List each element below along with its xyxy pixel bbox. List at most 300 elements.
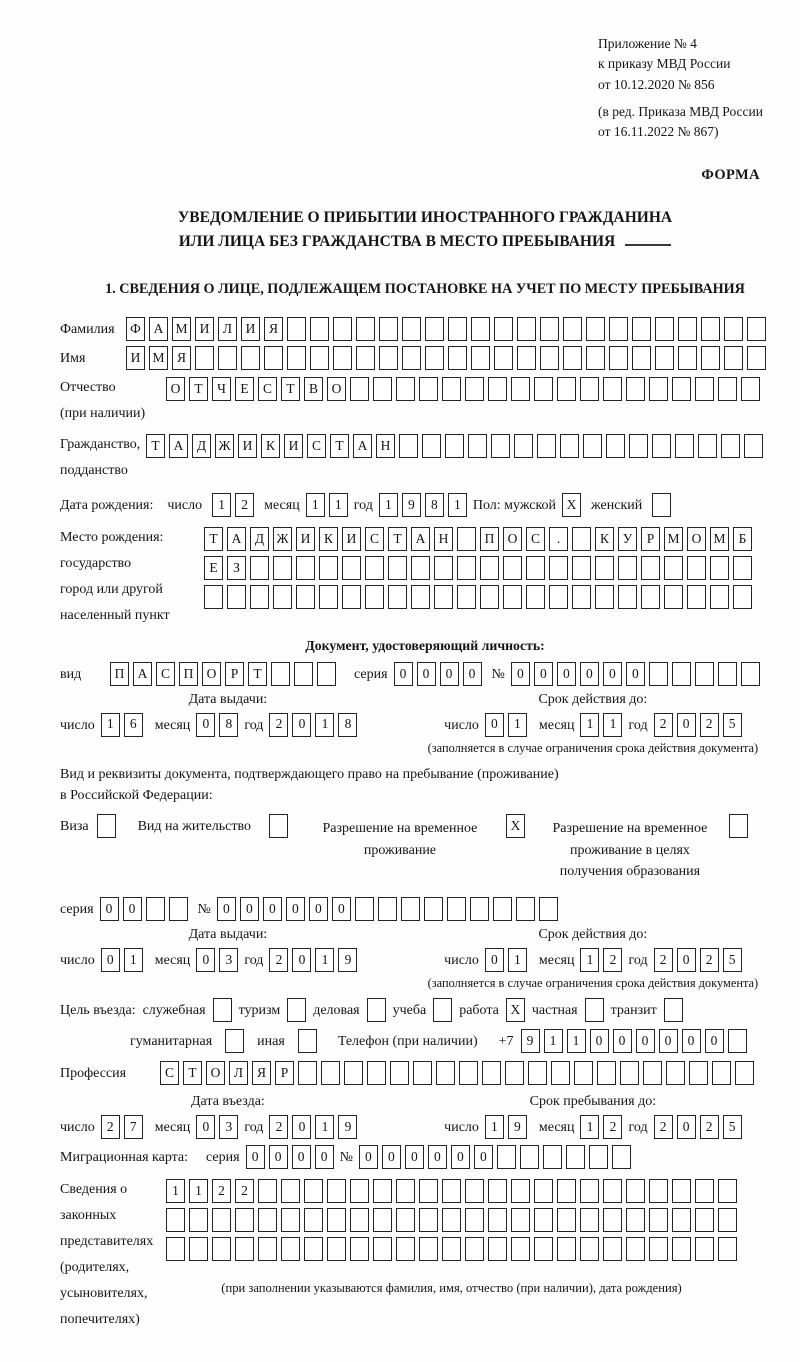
form-cell[interactable] [503, 556, 522, 580]
form-cell[interactable] [281, 1179, 300, 1203]
form-cell[interactable] [557, 1208, 576, 1232]
form-cell[interactable] [632, 346, 651, 370]
form-cell[interactable] [494, 317, 513, 341]
form-cell[interactable] [250, 556, 269, 580]
form-cell[interactable]: 0 [590, 1029, 609, 1053]
form-cell[interactable] [227, 585, 246, 609]
form-cell[interactable] [442, 1179, 461, 1203]
form-cell[interactable] [620, 1061, 639, 1085]
form-cell[interactable] [166, 1237, 185, 1261]
form-cell[interactable] [549, 585, 568, 609]
form-cell[interactable] [741, 377, 760, 401]
form-cell[interactable]: 2 [700, 1115, 719, 1139]
form-cell[interactable] [465, 1237, 484, 1261]
form-cell[interactable] [549, 556, 568, 580]
form-cell[interactable] [373, 377, 392, 401]
form-cell[interactable]: А [353, 434, 372, 458]
form-cell[interactable] [319, 585, 338, 609]
form-cell[interactable] [204, 585, 223, 609]
form-cell[interactable] [526, 556, 545, 580]
form-cell[interactable]: Д [192, 434, 211, 458]
form-cell[interactable] [580, 377, 599, 401]
form-cell[interactable]: 0 [217, 897, 236, 921]
form-cell[interactable]: 1 [212, 493, 231, 517]
form-cell[interactable]: 1 [315, 948, 334, 972]
form-cell[interactable] [97, 814, 116, 838]
form-cell[interactable]: 0 [123, 897, 142, 921]
form-cell[interactable]: . [549, 527, 568, 551]
form-cell[interactable] [470, 897, 489, 921]
form-cell[interactable] [273, 556, 292, 580]
form-cell[interactable] [388, 556, 407, 580]
form-cell[interactable] [378, 897, 397, 921]
form-cell[interactable] [287, 998, 306, 1022]
form-cell[interactable]: 0 [677, 713, 696, 737]
form-cell[interactable]: П [110, 662, 129, 686]
form-cell[interactable] [695, 1208, 714, 1232]
form-cell[interactable]: 0 [196, 1115, 215, 1139]
form-cell[interactable] [356, 346, 375, 370]
form-cell[interactable] [304, 1208, 323, 1232]
form-cell[interactable]: Р [225, 662, 244, 686]
form-cell[interactable] [379, 317, 398, 341]
form-cell[interactable]: А [149, 317, 168, 341]
form-cell[interactable]: 5 [723, 713, 742, 737]
form-cell[interactable]: X [506, 998, 525, 1022]
form-cell[interactable]: О [206, 1061, 225, 1085]
form-cell[interactable]: М [710, 527, 729, 551]
form-cell[interactable]: 0 [394, 662, 413, 686]
form-cell[interactable]: 2 [235, 493, 254, 517]
form-cell[interactable]: 1 [306, 493, 325, 517]
form-cell[interactable]: 0 [659, 1029, 678, 1053]
form-cell[interactable] [287, 317, 306, 341]
form-cell[interactable]: 0 [269, 1145, 288, 1169]
form-cell[interactable]: 0 [196, 948, 215, 972]
form-cell[interactable]: У [618, 527, 637, 551]
form-cell[interactable]: Р [275, 1061, 294, 1085]
form-cell[interactable]: 0 [636, 1029, 655, 1053]
form-cell[interactable]: 2 [603, 1115, 622, 1139]
form-cell[interactable]: 0 [100, 897, 119, 921]
form-cell[interactable]: С [307, 434, 326, 458]
form-cell[interactable]: П [480, 527, 499, 551]
form-cell[interactable] [445, 434, 464, 458]
form-cell[interactable] [672, 1237, 691, 1261]
form-cell[interactable] [442, 1208, 461, 1232]
form-cell[interactable] [589, 1145, 608, 1169]
form-cell[interactable] [560, 434, 579, 458]
form-cell[interactable] [298, 1029, 317, 1053]
form-cell[interactable] [350, 1179, 369, 1203]
form-cell[interactable] [551, 1061, 570, 1085]
form-cell[interactable] [402, 317, 421, 341]
form-cell[interactable]: 0 [315, 1145, 334, 1169]
form-cell[interactable]: 0 [292, 948, 311, 972]
form-cell[interactable]: 1 [124, 948, 143, 972]
form-cell[interactable] [457, 527, 476, 551]
form-cell[interactable] [480, 556, 499, 580]
form-cell[interactable] [434, 585, 453, 609]
form-cell[interactable] [655, 346, 674, 370]
form-cell[interactable] [511, 1208, 530, 1232]
form-cell[interactable] [520, 1145, 539, 1169]
form-cell[interactable] [586, 317, 605, 341]
form-cell[interactable]: С [160, 1061, 179, 1085]
form-cell[interactable] [468, 434, 487, 458]
form-cell[interactable] [296, 556, 315, 580]
form-cell[interactable] [528, 1061, 547, 1085]
form-cell[interactable]: 1 [315, 1115, 334, 1139]
form-cell[interactable]: К [595, 527, 614, 551]
form-cell[interactable]: Т [204, 527, 223, 551]
form-cell[interactable] [497, 1145, 516, 1169]
form-cell[interactable] [419, 1179, 438, 1203]
form-cell[interactable] [629, 434, 648, 458]
form-cell[interactable] [741, 662, 760, 686]
form-cell[interactable] [213, 998, 232, 1022]
form-cell[interactable]: 0 [557, 662, 576, 686]
form-cell[interactable] [649, 1179, 668, 1203]
form-cell[interactable] [511, 1237, 530, 1261]
form-cell[interactable] [373, 1179, 392, 1203]
form-cell[interactable] [235, 1237, 254, 1261]
form-cell[interactable] [609, 317, 628, 341]
form-cell[interactable]: X [562, 493, 581, 517]
form-cell[interactable] [595, 556, 614, 580]
form-cell[interactable] [373, 1237, 392, 1261]
form-cell[interactable] [321, 1061, 340, 1085]
form-cell[interactable] [689, 1061, 708, 1085]
form-cell[interactable] [488, 1237, 507, 1261]
form-cell[interactable]: 0 [474, 1145, 493, 1169]
form-cell[interactable]: 2 [654, 713, 673, 737]
form-cell[interactable] [603, 377, 622, 401]
form-cell[interactable] [411, 556, 430, 580]
form-cell[interactable]: 2 [603, 948, 622, 972]
form-cell[interactable] [603, 1179, 622, 1203]
form-cell[interactable] [540, 346, 559, 370]
form-cell[interactable]: Н [376, 434, 395, 458]
form-cell[interactable] [718, 662, 737, 686]
form-cell[interactable] [572, 527, 591, 551]
form-cell[interactable]: О [202, 662, 221, 686]
form-cell[interactable] [612, 1145, 631, 1169]
form-cell[interactable] [411, 585, 430, 609]
form-cell[interactable] [396, 1237, 415, 1261]
form-cell[interactable]: 0 [309, 897, 328, 921]
form-cell[interactable]: Т [183, 1061, 202, 1085]
form-cell[interactable] [728, 1029, 747, 1053]
form-cell[interactable] [516, 897, 535, 921]
form-cell[interactable] [390, 1061, 409, 1085]
form-cell[interactable]: 2 [654, 948, 673, 972]
form-cell[interactable] [333, 346, 352, 370]
form-cell[interactable] [503, 585, 522, 609]
form-cell[interactable]: 0 [534, 662, 553, 686]
form-cell[interactable]: Н [434, 527, 453, 551]
form-cell[interactable]: Т [281, 377, 300, 401]
form-cell[interactable]: 2 [700, 948, 719, 972]
form-cell[interactable] [365, 585, 384, 609]
form-cell[interactable] [563, 346, 582, 370]
form-cell[interactable] [718, 1179, 737, 1203]
form-cell[interactable] [534, 1179, 553, 1203]
form-cell[interactable] [641, 585, 660, 609]
form-cell[interactable]: К [319, 527, 338, 551]
form-cell[interactable]: 9 [338, 948, 357, 972]
form-cell[interactable] [402, 346, 421, 370]
form-cell[interactable]: 0 [196, 713, 215, 737]
form-cell[interactable] [465, 1208, 484, 1232]
form-cell[interactable]: С [365, 527, 384, 551]
form-cell[interactable]: 1 [580, 1115, 599, 1139]
form-cell[interactable] [678, 317, 697, 341]
form-cell[interactable] [664, 556, 683, 580]
form-cell[interactable] [626, 377, 645, 401]
form-cell[interactable] [457, 556, 476, 580]
form-cell[interactable]: А [411, 527, 430, 551]
form-cell[interactable] [365, 556, 384, 580]
form-cell[interactable]: Т [330, 434, 349, 458]
form-cell[interactable] [212, 1237, 231, 1261]
form-cell[interactable] [641, 556, 660, 580]
form-cell[interactable] [189, 1208, 208, 1232]
form-cell[interactable] [457, 585, 476, 609]
form-cell[interactable] [537, 434, 556, 458]
form-cell[interactable]: М [149, 346, 168, 370]
form-cell[interactable]: Д [250, 527, 269, 551]
form-cell[interactable] [534, 1237, 553, 1261]
form-cell[interactable] [465, 1179, 484, 1203]
form-cell[interactable]: 2 [269, 948, 288, 972]
form-cell[interactable]: 0 [613, 1029, 632, 1053]
form-cell[interactable] [304, 1237, 323, 1261]
form-cell[interactable] [735, 1061, 754, 1085]
form-cell[interactable]: 0 [485, 948, 504, 972]
form-cell[interactable] [350, 1208, 369, 1232]
form-cell[interactable] [609, 346, 628, 370]
form-cell[interactable]: 0 [677, 948, 696, 972]
form-cell[interactable] [618, 585, 637, 609]
form-cell[interactable] [649, 1237, 668, 1261]
form-cell[interactable] [695, 377, 714, 401]
form-cell[interactable] [672, 662, 691, 686]
form-cell[interactable] [195, 346, 214, 370]
form-cell[interactable]: О [166, 377, 185, 401]
form-cell[interactable] [281, 1208, 300, 1232]
form-cell[interactable]: 1 [315, 713, 334, 737]
form-cell[interactable] [350, 377, 369, 401]
form-cell[interactable]: О [687, 527, 706, 551]
form-cell[interactable] [595, 585, 614, 609]
form-cell[interactable]: Е [204, 556, 223, 580]
form-cell[interactable] [649, 1208, 668, 1232]
form-cell[interactable] [603, 1208, 622, 1232]
form-cell[interactable]: 0 [463, 662, 482, 686]
form-cell[interactable] [687, 585, 706, 609]
form-cell[interactable] [718, 1208, 737, 1232]
form-cell[interactable] [678, 346, 697, 370]
form-cell[interactable]: Л [218, 317, 237, 341]
form-cell[interactable] [664, 998, 683, 1022]
form-cell[interactable] [442, 1237, 461, 1261]
form-cell[interactable] [310, 317, 329, 341]
form-cell[interactable] [448, 346, 467, 370]
form-cell[interactable] [744, 434, 763, 458]
form-cell[interactable] [212, 1208, 231, 1232]
form-cell[interactable]: 9 [521, 1029, 540, 1053]
form-cell[interactable]: 1 [485, 1115, 504, 1139]
form-cell[interactable] [367, 998, 386, 1022]
form-cell[interactable]: И [238, 434, 257, 458]
form-cell[interactable] [296, 585, 315, 609]
form-cell[interactable]: И [241, 317, 260, 341]
form-cell[interactable]: 2 [235, 1179, 254, 1203]
form-cell[interactable] [666, 1061, 685, 1085]
form-cell[interactable]: Я [264, 317, 283, 341]
form-cell[interactable]: 0 [332, 897, 351, 921]
form-cell[interactable]: Ж [273, 527, 292, 551]
form-cell[interactable] [517, 346, 536, 370]
form-cell[interactable] [534, 377, 553, 401]
form-cell[interactable] [327, 1208, 346, 1232]
form-cell[interactable] [488, 1208, 507, 1232]
form-cell[interactable]: 0 [405, 1145, 424, 1169]
form-cell[interactable]: 1 [544, 1029, 563, 1053]
form-cell[interactable]: 0 [359, 1145, 378, 1169]
form-cell[interactable] [425, 346, 444, 370]
form-cell[interactable] [563, 317, 582, 341]
form-cell[interactable] [710, 585, 729, 609]
form-cell[interactable] [511, 377, 530, 401]
form-cell[interactable] [606, 434, 625, 458]
form-cell[interactable] [258, 1179, 277, 1203]
form-cell[interactable] [250, 585, 269, 609]
form-cell[interactable] [514, 434, 533, 458]
form-cell[interactable] [655, 317, 674, 341]
form-cell[interactable] [333, 317, 352, 341]
form-cell[interactable]: 2 [269, 1115, 288, 1139]
form-cell[interactable] [626, 1237, 645, 1261]
form-cell[interactable] [425, 317, 444, 341]
form-cell[interactable]: А [227, 527, 246, 551]
form-cell[interactable]: Т [189, 377, 208, 401]
form-cell[interactable] [241, 346, 260, 370]
form-cell[interactable] [718, 1237, 737, 1261]
form-cell[interactable]: 2 [101, 1115, 120, 1139]
form-cell[interactable]: И [195, 317, 214, 341]
form-cell[interactable]: И [342, 527, 361, 551]
form-cell[interactable]: 3 [219, 948, 238, 972]
form-cell[interactable] [367, 1061, 386, 1085]
form-cell[interactable] [258, 1237, 277, 1261]
form-cell[interactable] [747, 346, 766, 370]
form-cell[interactable]: А [133, 662, 152, 686]
form-cell[interactable] [488, 377, 507, 401]
form-cell[interactable]: 0 [451, 1145, 470, 1169]
form-cell[interactable] [419, 1237, 438, 1261]
form-cell[interactable]: Ч [212, 377, 231, 401]
form-cell[interactable] [424, 897, 443, 921]
form-cell[interactable] [649, 662, 668, 686]
form-cell[interactable]: 2 [654, 1115, 673, 1139]
form-cell[interactable] [355, 897, 374, 921]
form-cell[interactable] [491, 434, 510, 458]
form-cell[interactable]: М [664, 527, 683, 551]
form-cell[interactable] [695, 662, 714, 686]
form-cell[interactable] [388, 585, 407, 609]
form-cell[interactable] [580, 1208, 599, 1232]
form-cell[interactable]: 5 [723, 1115, 742, 1139]
form-cell[interactable] [543, 1145, 562, 1169]
form-cell[interactable] [603, 1237, 622, 1261]
form-cell[interactable] [652, 434, 671, 458]
form-cell[interactable] [422, 434, 441, 458]
form-cell[interactable] [597, 1061, 616, 1085]
form-cell[interactable]: М [172, 317, 191, 341]
form-cell[interactable]: 0 [101, 948, 120, 972]
form-cell[interactable] [298, 1061, 317, 1085]
form-cell[interactable] [273, 585, 292, 609]
form-cell[interactable]: 1 [101, 713, 120, 737]
form-cell[interactable] [675, 434, 694, 458]
form-cell[interactable]: 0 [626, 662, 645, 686]
form-cell[interactable]: Ж [215, 434, 234, 458]
form-cell[interactable]: И [284, 434, 303, 458]
form-cell[interactable]: 0 [580, 662, 599, 686]
form-cell[interactable] [695, 1179, 714, 1203]
form-cell[interactable]: 2 [269, 713, 288, 737]
form-cell[interactable] [218, 346, 237, 370]
form-cell[interactable] [396, 1179, 415, 1203]
form-cell[interactable] [652, 493, 671, 517]
form-cell[interactable] [399, 434, 418, 458]
form-cell[interactable]: Р [641, 527, 660, 551]
form-cell[interactable]: 1 [580, 948, 599, 972]
form-cell[interactable] [695, 1237, 714, 1261]
form-cell[interactable]: 0 [246, 1145, 265, 1169]
form-cell[interactable] [672, 1179, 691, 1203]
form-cell[interactable] [225, 1029, 244, 1053]
form-cell[interactable] [269, 814, 288, 838]
form-cell[interactable] [146, 897, 165, 921]
form-cell[interactable] [447, 897, 466, 921]
form-cell[interactable]: 0 [240, 897, 259, 921]
form-cell[interactable] [482, 1061, 501, 1085]
form-cell[interactable] [433, 998, 452, 1022]
form-cell[interactable]: Е [235, 377, 254, 401]
form-cell[interactable]: С [258, 377, 277, 401]
form-cell[interactable] [448, 317, 467, 341]
form-cell[interactable]: 0 [292, 1115, 311, 1139]
form-cell[interactable] [350, 1237, 369, 1261]
form-cell[interactable] [189, 1237, 208, 1261]
form-cell[interactable] [166, 1208, 185, 1232]
form-cell[interactable] [580, 1179, 599, 1203]
form-cell[interactable]: К [261, 434, 280, 458]
form-cell[interactable] [572, 556, 591, 580]
form-cell[interactable] [235, 1208, 254, 1232]
form-cell[interactable]: 2 [700, 713, 719, 737]
form-cell[interactable] [672, 377, 691, 401]
form-cell[interactable] [419, 377, 438, 401]
form-cell[interactable] [687, 556, 706, 580]
form-cell[interactable]: Т [388, 527, 407, 551]
form-cell[interactable] [557, 1179, 576, 1203]
form-cell[interactable] [626, 1208, 645, 1232]
form-cell[interactable] [585, 998, 604, 1022]
